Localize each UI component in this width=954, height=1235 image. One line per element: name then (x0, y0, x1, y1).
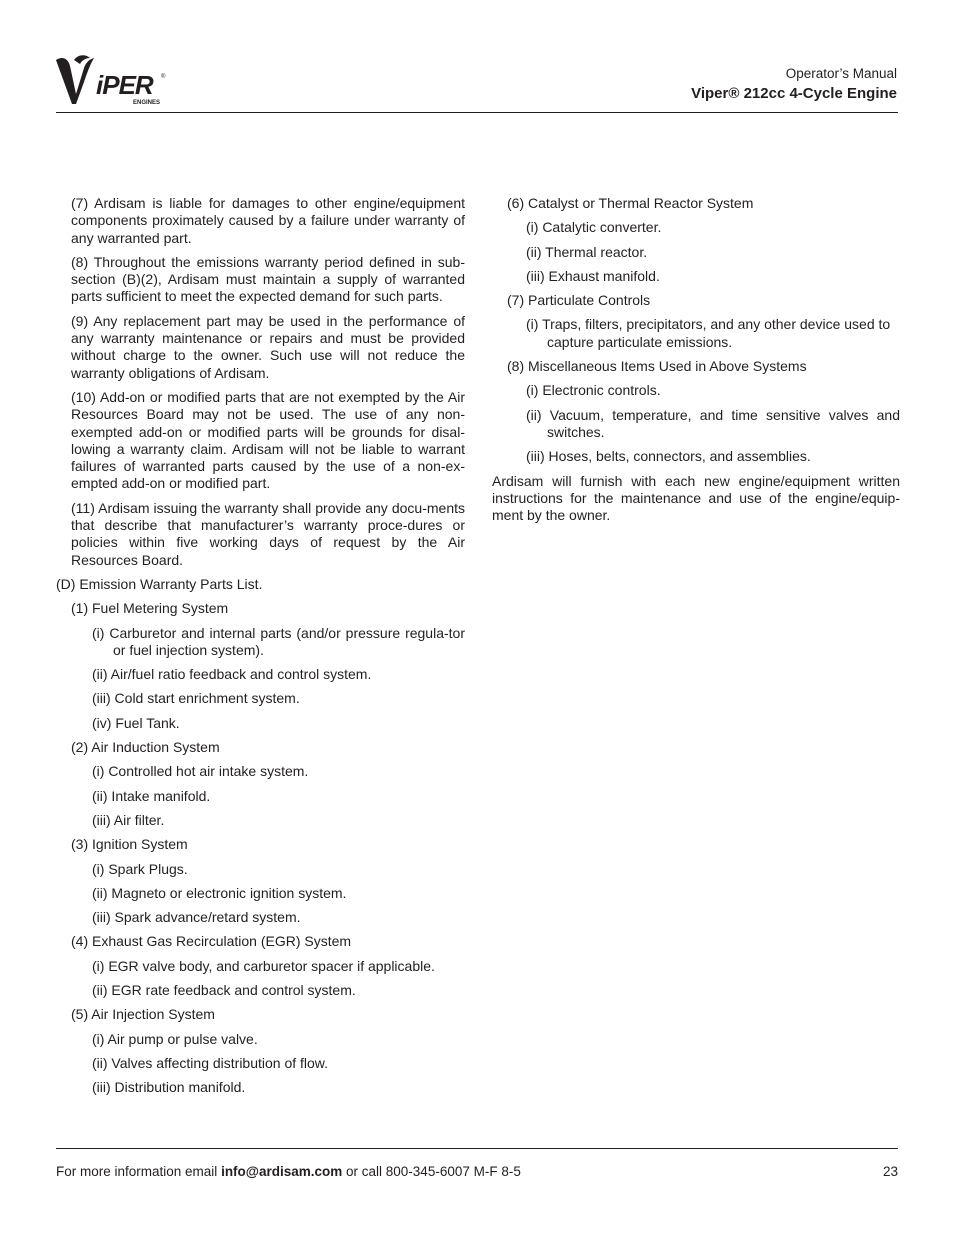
list-heading-miscellaneous: (8) Miscellaneous Items Used in Above Systems (507, 358, 807, 375)
manual-title: Viper® 212cc 4-Cycle Engine (691, 85, 897, 102)
list-item: (i) EGR valve body, and carburetor spacer if applicable. (92, 957, 435, 974)
list-item: (ii) EGR rate feedback and control system. (92, 981, 356, 998)
list-item: (iii) Distribution manifold. (92, 1079, 246, 1096)
list-heading-air-injection: (5) Air Injection System (71, 1006, 215, 1023)
list-item: (i) Air pump or pulse valve. (92, 1030, 258, 1047)
list-heading-particulate: (7) Particulate Controls (507, 292, 651, 309)
list-item: (ii) Air/fuel ratio feedback and control system. (92, 666, 372, 683)
list-item: (i) Controlled hot air intake system. (92, 763, 309, 780)
footer-divider (56, 1148, 898, 1149)
list-heading-ignition: (3) Ignition System (71, 836, 188, 853)
paragraph-9: (9) Any replacement part may be used in the performance of any warranty maintenance or repairs and must be provided without charge to the owner. Such use will not reduce the warranty obligations of Ardisam. (71, 312, 465, 381)
list-item: (i) Spark Plugs. (92, 860, 188, 877)
right-column (492, 195, 900, 531)
page-number: 23 (882, 1164, 898, 1179)
list-item: (iv) Fuel Tank. (92, 714, 180, 731)
left-column (56, 195, 465, 1103)
list-item: (ii) Thermal reactor. (526, 243, 648, 260)
svg-text:iPER: iPER (96, 70, 153, 100)
closing-paragraph: Ardisam will furnish with each new engine/equipment written instructions for the maintenance and use of the engine/equip-ment by the owner. (492, 472, 900, 524)
list-item: (iii) Exhaust manifold. (526, 267, 660, 284)
list-item: (ii) Valves affecting distribution of flow. (92, 1054, 329, 1071)
list-item: (ii) Vacuum, temperature, and time sensitive valves and switches. (526, 406, 900, 440)
list-item: (i) Traps, filters, precipitators, and any other device used to capture particulate emissions. (526, 316, 891, 350)
paragraph-11: (11) Ardisam issuing the warranty shall provide any docu-ments that describe that manufacturer’s warranty proce-dures or policies within five working days of request by the Air Resources Board. (71, 499, 465, 568)
manual-subtitle: Operator’s Manual (785, 66, 897, 81)
footer-suffix: or call 800-345-6007 M-F 8-5 (342, 1164, 521, 1179)
footer-email-link[interactable]: info@ardisam.com (221, 1164, 343, 1179)
section-d-heading: (D) Emission Warranty Parts List. (56, 575, 263, 592)
list-heading-fuel-metering: (1) Fuel Metering System (71, 600, 229, 617)
svg-text:ENGINES: ENGINES (133, 100, 161, 106)
header-divider (56, 112, 898, 113)
paragraph-7: (7) Ardisam is liable for damages to other engine/equipment components proximately caused by a failure under warranty of any warranted part. (71, 195, 465, 246)
list-item: (i) Electronic controls. (526, 382, 661, 399)
list-item: (ii) Intake manifold. (92, 787, 211, 804)
footer-prefix: For more information email (56, 1164, 222, 1179)
footer-contact (56, 1164, 521, 1179)
list-item: (iii) Spark advance/retard system. (92, 909, 301, 926)
viper-engines-logo (54, 54, 169, 106)
list-heading-air-induction: (2) Air Induction System (71, 739, 220, 756)
list-item: (iii) Cold start enrichment system. (92, 690, 300, 707)
paragraph-8: (8) Throughout the emissions warranty period defined in sub-section (B)(2), Ardisam must maintain a supply of warranted parts sufficient to meet the expected demand for such parts. (71, 253, 465, 305)
list-item: (i) Catalytic converter. (526, 219, 662, 236)
paragraph-10: (10) Add-on or modified parts that are not exempted by the Air Resources Board may not be used. The use of any non-exempted add-on or modified parts will be grounds for disal-lowing a warranty claim. Ardisam will not be liable to warrant failures of warranted parts caused by the use of a non-ex-empted add-on or modified part. (71, 388, 465, 492)
list-item: (iii) Hoses, belts, connectors, and assemblies. (526, 448, 811, 465)
list-heading-catalyst: (6) Catalyst or Thermal Reactor System (507, 195, 754, 211)
list-item: (ii) Magneto or electronic ignition system. (92, 884, 347, 901)
list-item: (i) Carburetor and internal parts (and/or pressure regula-tor or fuel injection system). (92, 624, 465, 658)
list-item: (iii) Air filter. (92, 811, 165, 828)
list-heading-egr: (4) Exhaust Gas Recirculation (EGR) System (71, 933, 352, 950)
svg-text:®: ® (161, 74, 166, 80)
